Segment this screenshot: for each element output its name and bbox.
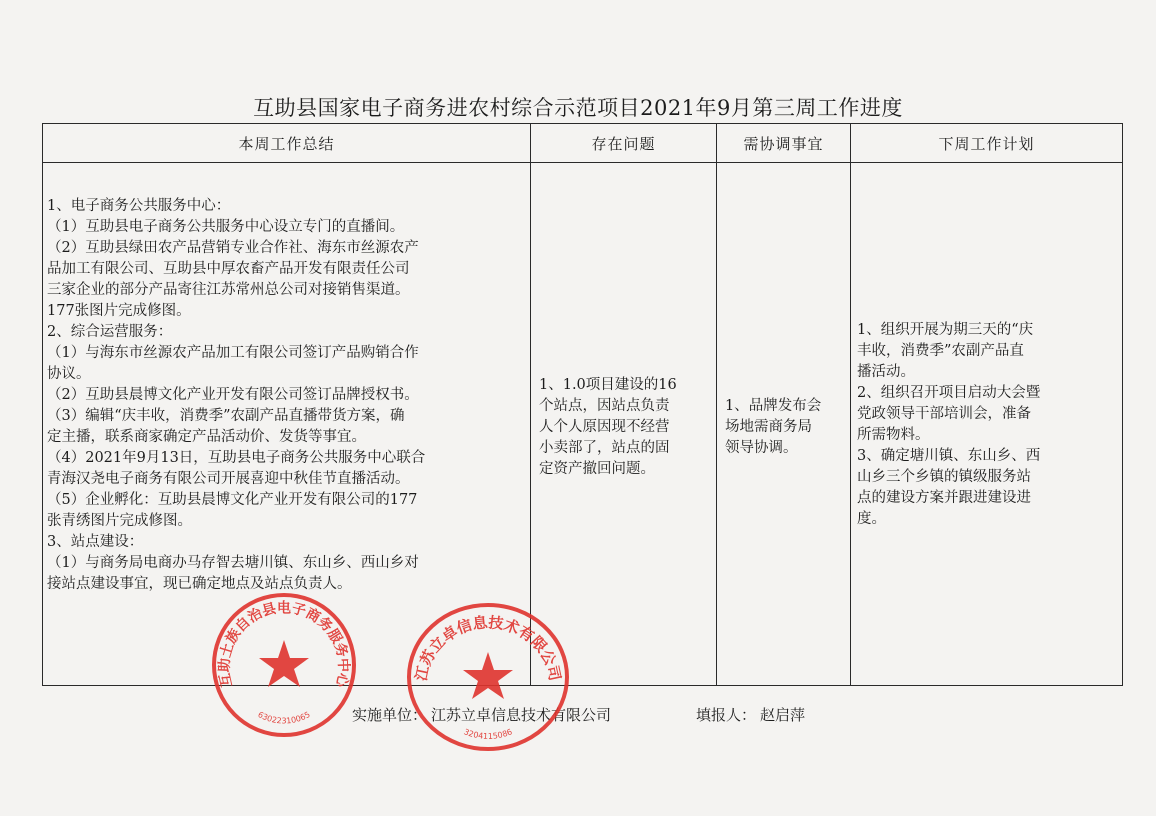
summary-line-5: 三家企业的部分产品寄往江苏常州总公司对接销售渠道。: [47, 282, 410, 298]
reporter-value: 赵启萍: [760, 706, 806, 724]
summary-line-16: 张青绣图片完成修图。: [47, 513, 192, 529]
plan-line-10: 度。: [857, 511, 886, 527]
plan-line-9: 点的建设方案并跟进建设进: [857, 490, 1031, 506]
summary-line-10: （2）互助县晨博文化产业开发有限公司签订品牌授权书。: [47, 387, 419, 403]
summary-line-13: （4）2021年9月13日，互助县电子商务公共服务中心联合: [47, 450, 426, 466]
reporter-label: 填报人：: [696, 706, 757, 724]
coordination-cell: [717, 163, 851, 686]
seal-2-star-icon: [463, 652, 513, 699]
seal-1-number: 63022310065: [256, 709, 312, 726]
coordination-line-1: 1、品牌发布会: [725, 398, 822, 414]
plan-line-3: 播活动。: [857, 364, 915, 380]
seal-1-text: 互助土族自治县电子商务服务中心: [216, 600, 352, 689]
summary-line-6: 177张图片完成修图。: [47, 303, 191, 319]
summary-line-8: （1）与海东市丝源农产品加工有限公司签订产品购销合作: [47, 345, 419, 361]
summary-line-2: （1）互助县电子商务公共服务中心设立专门的直播间。: [47, 219, 405, 235]
report-table: [42, 123, 1123, 686]
official-seal-1: [209, 590, 359, 740]
plan-line-4: 2、组织召开项目启动大会暨: [857, 385, 1041, 401]
plan-line-8: 山乡三个乡镇的镇级服务站: [857, 469, 1031, 485]
summary-line-19: 接站点建设事宜，现已确定地点及站点负责人。: [47, 576, 352, 592]
seal-1-star-icon: [259, 640, 309, 687]
plan-line-2: 丰收，消费季”农副产品直: [857, 343, 1024, 359]
summary-line-7: 2、综合运营服务：: [47, 324, 173, 340]
summary-line-17: 3、站点建设：: [47, 534, 144, 550]
summary-line-3: （2）互助县绿田农产品营销专业合作社、海东市丝源农产: [47, 240, 419, 256]
summary-line-11: （3）编辑“庆丰收，消费季”农副产品直播带货方案，确: [47, 408, 405, 424]
seal-2-text: 江苏立卓信息技术有限公司: [411, 613, 565, 683]
summary-line-14: 青海汉尧电子商务有限公司开展喜迎中秋佳节直播活动。: [47, 471, 410, 487]
issues-line-2: 个站点，因站点负责: [539, 398, 670, 414]
plan-cell: [851, 163, 1123, 686]
issues-line-3: 人个人原因现不经营: [539, 419, 670, 435]
summary-line-18: （1）与商务局电商办马存智去塘川镇、东山乡、西山乡对: [47, 555, 419, 571]
plan-line-7: 3、确定塘川镇、东山乡、西: [857, 448, 1041, 464]
svg-text:63022310065: [256, 710, 311, 726]
official-seal-2: [403, 600, 573, 754]
issues-line-4: 小卖部了，站点的固: [539, 440, 670, 456]
summary-line-1: 1、电子商务公共服务中心：: [47, 198, 231, 214]
coordination-line-3: 领导协调。: [725, 440, 798, 456]
footer-reporter: [696, 704, 805, 725]
header-coordination: 需协调事宜: [717, 124, 851, 163]
seal-2-number: 3204115086: [462, 727, 514, 741]
plan-line-5: 党政领导干部培训会，准备: [857, 406, 1031, 422]
summary-line-12: 定主播，联系商家确定产品活动价、发货等事宜。: [47, 429, 366, 445]
header-plan: 下周工作计划: [851, 124, 1123, 163]
plan-line-1: 1、组织开展为期三天的“庆: [857, 322, 1034, 338]
plan-line-6: 所需物料。: [857, 427, 930, 443]
page-title: 互助县国家电子商务进农村综合示范项目2021年9月第三周工作进度: [253, 96, 903, 120]
issues-line-1: 1、1.0项目建设的16: [539, 377, 677, 393]
header-issues: 存在问题: [531, 124, 717, 163]
issues-line-5: 定资产撤回问题。: [539, 461, 655, 477]
coordination-line-2: 场地需商务局: [725, 419, 812, 435]
unit-value: 江苏立卓信息技术有限公司: [431, 706, 612, 724]
unit-label: 实施单位：: [352, 706, 428, 724]
summary-line-15: （5）企业孵化：互助县晨博文化产业开发有限公司的177: [47, 492, 418, 508]
summary-line-4: 品加工有限公司、互助县中厚农畜产品开发有限责任公司: [47, 261, 410, 277]
header-summary: 本周工作总结: [43, 124, 531, 163]
summary-line-9: 协议。: [47, 366, 91, 382]
svg-text:3204115086: [462, 727, 513, 741]
